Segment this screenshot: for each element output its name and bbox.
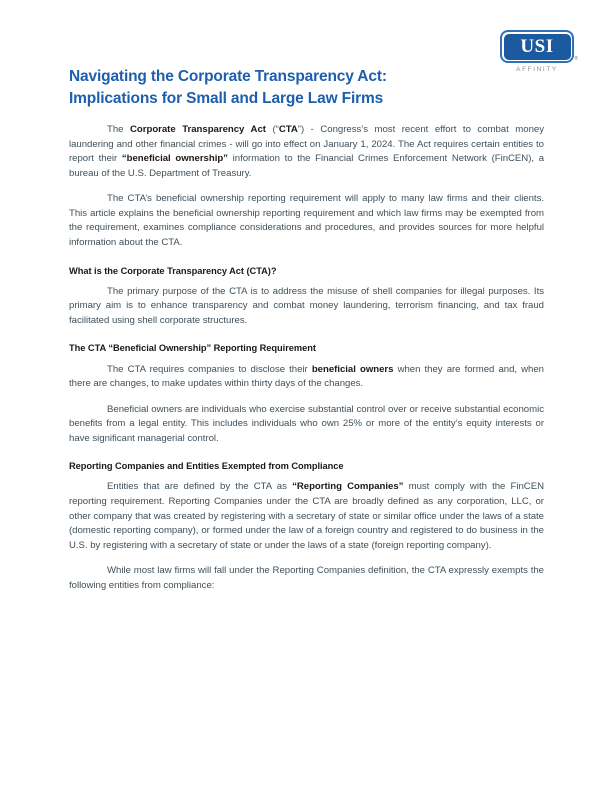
page-title-line-2: Implications for Small and Large Law Firms bbox=[69, 90, 384, 107]
para1-run3: ”) - Congress’s most recent effort to combat money laundering and other financial crimes - will go into effect on January 1, 2024. The Act requires certain entities to report their bbox=[69, 124, 544, 165]
para1-bold-beneficial-ownership: “beneficial ownership” bbox=[121, 153, 228, 165]
para1-bold-cta-abbr: CTA bbox=[278, 124, 298, 135]
paragraph-owner-definition: Beneficial owners are individuals who exercise substantial control over or receive substantial economic benefits from a legal entity. This includes individuals who own 25% or more of the entity’s equity interests or have significant managerial control. bbox=[69, 403, 544, 444]
para4-run2: when they are formed and, when there are changes, to make updates within thirty days of the changes. bbox=[69, 363, 544, 390]
para1-run4: information to the Financial Crimes Enforcement Network (FinCEN), a bureau of the U.S. Department of Treasury. bbox=[69, 153, 545, 179]
page-title-line-1: Navigating the Corporate Transparency Act: bbox=[69, 68, 387, 85]
paragraph-exemption-lead-in: While most law firms will fall under the Reporting Companies definition, the CTA expressly exempts the following entities from compliance: bbox=[69, 565, 544, 591]
section-heading-reporting-companies: Reporting Companies and Entities Exempted from Compliance bbox=[69, 461, 344, 472]
usi-logo-text: USI bbox=[520, 36, 554, 57]
para4-run1: The CTA requires companies to disclose their bbox=[107, 363, 312, 375]
affinity-wordmark: AFFINITY bbox=[516, 66, 558, 73]
section-heading-beneficial-ownership: The CTA “Beneficial Ownership” Reporting Requirement bbox=[69, 343, 316, 354]
usi-logo-badge bbox=[500, 30, 578, 63]
page-title bbox=[69, 66, 544, 110]
paragraph-reporting-companies bbox=[69, 480, 544, 553]
para6-bold-reporting-companies: “Reporting Companies” bbox=[292, 481, 404, 493]
paragraph-disclosure bbox=[69, 363, 544, 392]
paragraph-scope: The CTA’s beneficial ownership reporting requirement will apply to many law firms and their clients. This article explains the beneficial ownership reporting requirement and which law firms may be exempted from the requirement, examines compliance considerations and procedures, and provides sources for more helpful information about the CTA. bbox=[69, 193, 544, 249]
registered-trademark-icon: ® bbox=[574, 56, 578, 62]
para1-bold-cta-full: Corporate Transparency Act bbox=[130, 124, 266, 135]
paragraph-purpose: The primary purpose of the CTA is to address the misuse of shell companies for illegal purposes. Its primary aim is to enhance transparency and combat money laundering, terrorism financing, and tax fraud facilitated using shell corporate structures. bbox=[69, 285, 544, 326]
para6-run2: must comply with the FinCEN reporting requirement. Reporting Companies under the CTA are broadly defined as any corporation, LLC, or other company that was created by registering with a secretary of state or similar office under the laws of a state (domestic reporting company), or formed under the law of a foreign country and registered to do business in the U.S. by registering with a secretary of state or under the laws of a state (foreign reporting company). bbox=[69, 481, 544, 551]
para6-run1: Entities that are defined by the CTA as bbox=[107, 481, 293, 493]
section-heading-what-is-cta: What is the Corporate Transparency Act (CTA)? bbox=[69, 265, 277, 276]
para1-run2: (“ bbox=[265, 124, 279, 135]
para1-run1: The bbox=[107, 124, 131, 135]
document-content bbox=[69, 66, 544, 594]
usi-logo-badge-inner bbox=[504, 34, 571, 60]
para4-bold-beneficial-owners: beneficial owners bbox=[311, 363, 394, 375]
paragraph-intro bbox=[69, 123, 544, 181]
